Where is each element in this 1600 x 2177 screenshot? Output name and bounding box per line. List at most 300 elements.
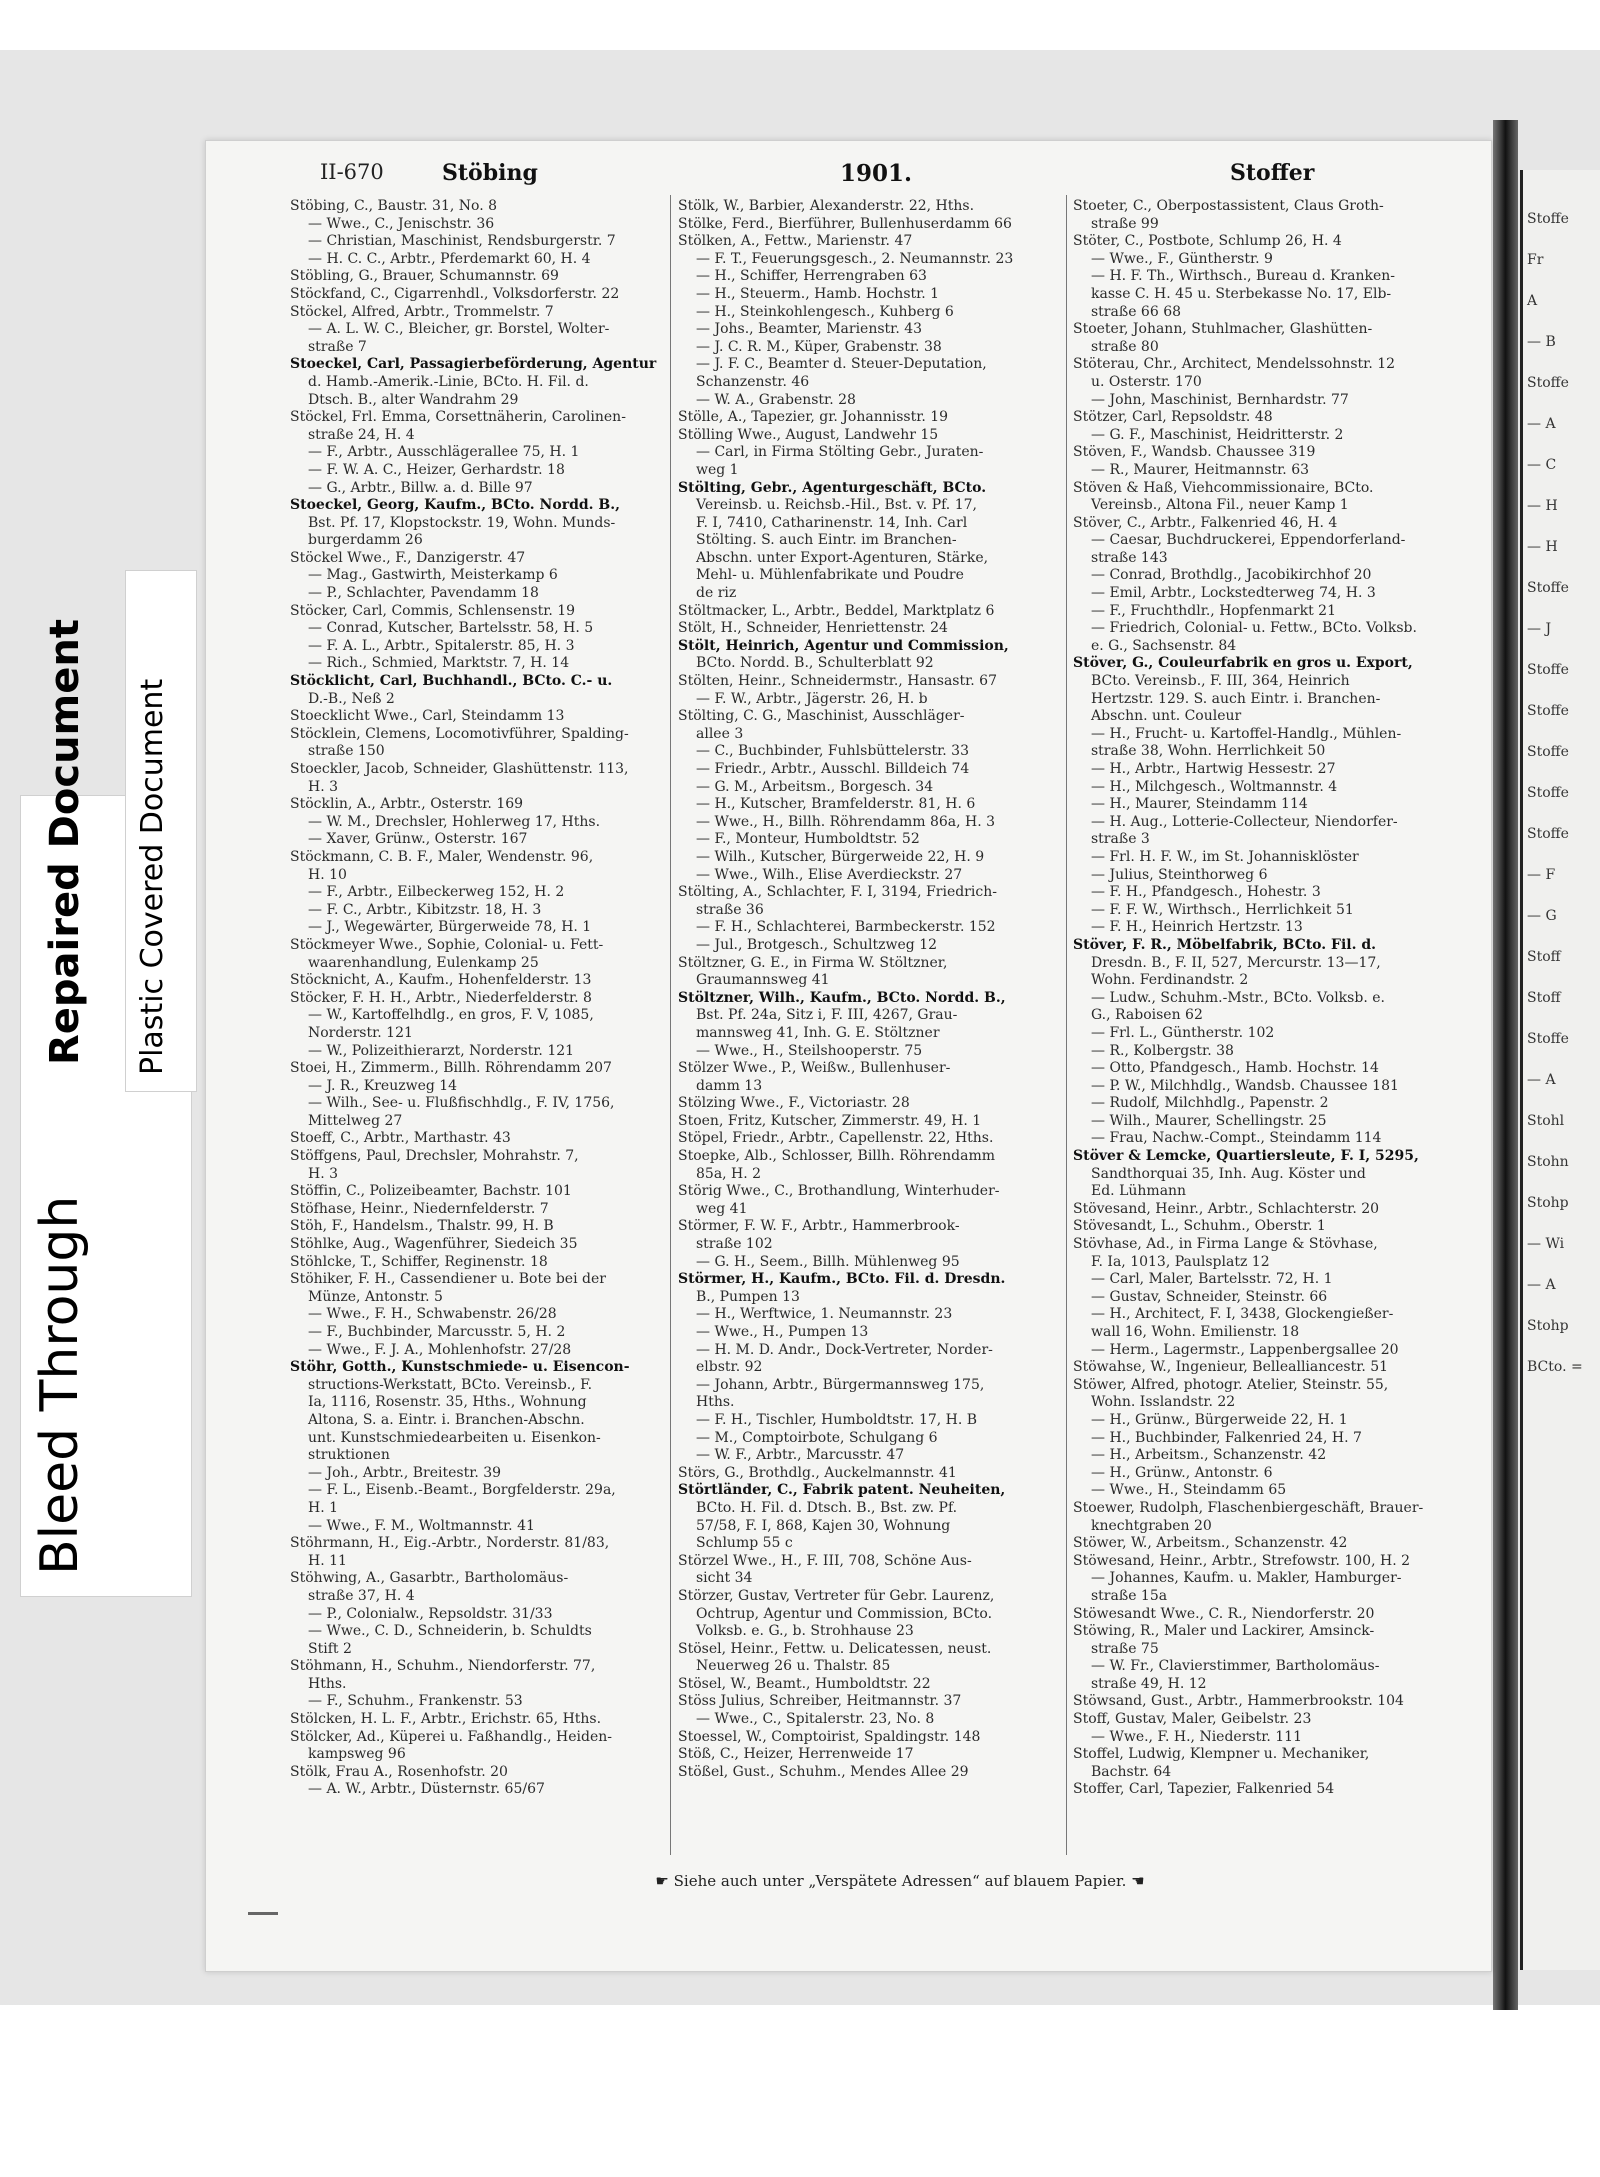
directory-entry: Stöhr, Gotth., Kunstschmiede- u. Eisencon- — [290, 1359, 630, 1376]
directory-entry: damm 13 — [696, 1077, 763, 1094]
directory-column-2 — [678, 198, 1063, 1848]
directory-entry: Stöterau, Chr., Architect, Mendelssohnstr. 12 — [1073, 356, 1396, 373]
facing-page-text: Stoffe — [1527, 703, 1569, 719]
directory-entry: Ochtrup, Agentur und Commission, BCto. — [696, 1605, 993, 1622]
directory-entry: Mittelweg 27 — [308, 1112, 403, 1129]
directory-entry: Stölzing Wwe., F., Victoriastr. 28 — [678, 1095, 910, 1112]
page-number: II-670 — [320, 160, 384, 184]
directory-entry: BCto. Nordd. B., Schulterblatt 92 — [696, 655, 934, 672]
directory-entry: Stöcklein, Clemens, Locomotivführer, Spalding- — [290, 725, 629, 742]
directory-entry: Störtländer, C., Fabrik patent. Neuheiten, — [678, 1482, 1006, 1499]
directory-entry: Stölt, H., Schneider, Henriettenstr. 24 — [678, 620, 948, 637]
facing-page-text: BCto. = — [1527, 1359, 1583, 1375]
directory-entry: Stölke, Ferd., Bierführer, Bullenhuserdamm 66 — [678, 215, 1012, 232]
directory-entry: — H., Steuerm., Hamb. Hochstr. 1 — [696, 285, 940, 302]
directory-entry: — R., Maurer, Heitmannstr. 63 — [1091, 461, 1310, 478]
directory-entry: Stöhiker, F. H., Cassendiener u. Bote bei der — [290, 1271, 606, 1288]
directory-entry: — W., Kartoffelhdlg., en gros, F. V, 1085, — [308, 1007, 594, 1024]
directory-entry: Stöffgens, Paul, Drechsler, Mohrahstr. 7, — [290, 1148, 579, 1165]
directory-entry: — M., Comptoirbote, Schulgang 6 — [696, 1429, 938, 1446]
directory-entry: Stöhlke, Aug., Wagenführer, Siedeich 35 — [290, 1236, 578, 1253]
directory-entry: Bst. Pf. 24a, Sitz i, F. III, 4267, Grau- — [696, 1007, 958, 1024]
directory-entry: Mehl- u. Mühlenfabrikate und Poudre — [696, 567, 964, 584]
directory-entry: Wohn. Ferdinandstr. 2 — [1091, 972, 1249, 989]
directory-entry: Stöwsand, Gust., Arbtr., Hammerbrookstr. 104 — [1073, 1693, 1404, 1710]
directory-entry: Stölting, Gebr., Agenturgeschäft, BCto. — [678, 479, 987, 496]
directory-entry: — Wilh., Kutscher, Bürgerweide 22, H. 9 — [696, 848, 985, 865]
directory-entry: Stoecklicht Wwe., Carl, Steindamm 13 — [290, 708, 565, 725]
directory-entry: Stöss Julius, Schreiber, Heitmannstr. 37 — [678, 1693, 962, 1710]
directory-entry: Stöffin, C., Polizeibeamter, Bachstr. 101 — [290, 1183, 572, 1200]
directory-entry: BCto. H. Fil. d. Dtsch. B., Bst. zw. Pf. — [696, 1499, 958, 1516]
directory-entry: Stötzer, Carl, Repsoldstr. 48 — [1073, 409, 1273, 426]
directory-entry: Stöckel, Frl. Emma, Corsettnäherin, Carolinen- — [290, 409, 626, 426]
directory-entry: — P. W., Milchhdlg., Wandsb. Chaussee 181 — [1091, 1077, 1399, 1094]
directory-entry: — Wwe., H., Pumpen 13 — [696, 1324, 869, 1340]
directory-entry: — P., Schlachter, Pavendamm 18 — [308, 585, 539, 602]
facing-page-text: Stoffe — [1527, 1031, 1569, 1047]
directory-entry: — John, Maschinist, Bernhardstr. 77 — [1091, 391, 1349, 408]
directory-entry: — H., Kutscher, Bramfelderstr. 81, H. 6 — [696, 796, 976, 813]
directory-entry: Hths. — [696, 1394, 735, 1411]
facing-page-fragment — [1520, 170, 1600, 1970]
directory-entry: — F. H., Heinrich Hertzstr. 13 — [1091, 919, 1303, 936]
directory-entry: Stift 2 — [308, 1640, 352, 1657]
directory-entry: Stöckfand, C., Cigarrenhdl., Volksdorferstr. 22 — [290, 285, 620, 302]
directory-entry: Stößel, Gust., Schuhm., Mendes Allee 29 — [678, 1763, 969, 1780]
directory-entry: Stövesandt, L., Schuhm., Oberstr. 1 — [1073, 1218, 1326, 1235]
facing-page-text: Stoffe — [1527, 826, 1569, 842]
directory-entry: Abschn. unter Export-Agenturen, Stärke, — [696, 549, 989, 566]
directory-entry: H. 10 — [308, 866, 347, 883]
directory-entry: Stoeter, C., Oberpostassistent, Claus Groth- — [1073, 198, 1384, 214]
directory-entry: Stöven, F., Wandsb. Chaussee 319 — [1073, 444, 1316, 461]
directory-entry: B., Pumpen 13 — [696, 1288, 800, 1305]
directory-entry: — Johannes, Kaufm. u. Makler, Hamburger- — [1091, 1570, 1402, 1587]
directory-entry: — W., Polizeithierarzt, Norderstr. 121 — [308, 1042, 575, 1059]
directory-entry: Stölle, A., Tapezier, gr. Johannisstr. 19 — [678, 409, 949, 426]
directory-entry: H. 1 — [308, 1499, 339, 1516]
directory-entry: Stöhrmann, H., Eig.-Arbtr., Norderstr. 81/83, — [290, 1535, 610, 1552]
directory-entry: Stöhwing, A., Gasarbtr., Bartholomäus- — [290, 1570, 569, 1587]
directory-entry: Stölcker, Ad., Küperei u. Faßhandlg., Heiden- — [290, 1728, 613, 1745]
directory-entry: — G. F., Maschinist, Heidritterstr. 2 — [1091, 426, 1344, 443]
directory-entry: — Frl. L., Güntherstr. 102 — [1091, 1024, 1275, 1041]
directory-entry: wall 16, Wohn. Emilienstr. 18 — [1091, 1324, 1300, 1340]
directory-entry: — H., Arbtr., Hartwig Hessestr. 27 — [1091, 761, 1336, 777]
directory-entry: Hths. — [308, 1675, 347, 1692]
directory-entry: — H., Arbeitsm., Schanzenstr. 42 — [1091, 1447, 1327, 1464]
directory-entry: — H., Milchgesch., Woltmannstr. 4 — [1091, 778, 1338, 795]
facing-page-text: Stohp — [1527, 1195, 1569, 1211]
directory-entry: Stoen, Fritz, Kutscher, Zimmerstr. 49, H. 1 — [678, 1112, 982, 1129]
directory-entry: — Wwe., C., Jenischstr. 36 — [308, 215, 495, 232]
directory-entry: — Ludw., Schuhm.-Mstr., BCto. Volksb. e. — [1091, 989, 1385, 1006]
directory-entry: struktionen — [308, 1447, 390, 1464]
directory-entry: Stölting. S. auch Eintr. im Branchen- — [696, 532, 957, 549]
facing-page-text: — F — [1527, 867, 1556, 883]
facing-page-text: — H — [1527, 539, 1558, 555]
directory-entry: — H., Frucht- u. Kartoffel-Handlg., Mühlen- — [1091, 725, 1402, 742]
directory-entry: Stölk, Frau A., Rosenhofstr. 20 — [290, 1763, 508, 1780]
directory-entry: Stölting, C. G., Maschinist, Ausschläger- — [678, 708, 965, 725]
directory-entry: Stöltmacker, L., Arbtr., Beddel, Marktplatz 6 — [678, 602, 995, 619]
facing-page-text: — J — [1527, 621, 1552, 637]
directory-entry: — Emil, Arbtr., Lockstedterweg 74, H. 3 — [1091, 585, 1376, 602]
directory-entry: Stöltzner, G. E., in Firma W. Stöltzner, — [678, 954, 948, 971]
directory-entry: — Wwe., F. J. A., Mohlenhofstr. 27/28 — [308, 1341, 572, 1358]
directory-entry: Stösel, W., Beamt., Humboldtstr. 22 — [678, 1675, 931, 1692]
directory-entry: — R., Kolbergstr. 38 — [1091, 1042, 1234, 1059]
facing-page-text: Stoffe — [1527, 785, 1569, 801]
directory-entry: Stoff, Gustav, Maler, Geibelstr. 23 — [1073, 1711, 1312, 1728]
directory-entry: — Wwe., F. H., Schwabenstr. 26/28 — [308, 1306, 557, 1323]
directory-entry: 85a, H. 2 — [696, 1165, 762, 1182]
directory-entry: Stöwer, Alfred, photogr. Atelier, Steinstr. 55, — [1073, 1376, 1389, 1393]
directory-entry: 57/58, F. I, 868, Kajen 30, Wohnung — [696, 1517, 951, 1534]
facing-page-text: Stoffe — [1527, 662, 1569, 678]
directory-entry: — A. W., Arbtr., Düsternstr. 65/67 — [308, 1781, 545, 1798]
directory-entry: weg 41 — [696, 1200, 748, 1217]
directory-entry: — Julius, Steinthorweg 6 — [1091, 866, 1268, 883]
directory-entry: — W. A., Grabenstr. 28 — [696, 391, 856, 408]
facing-page-text: — Wi — [1527, 1236, 1565, 1252]
directory-entry: Bachstr. 64 — [1091, 1763, 1172, 1780]
directory-entry: — G. H., Seem., Billh. Mühlenweg 95 — [696, 1253, 960, 1270]
directory-entry: Stöckmann, C. B. F., Maler, Wendenstr. 96, — [290, 848, 594, 865]
directory-entry: H. 3 — [308, 778, 339, 795]
facing-page-text: Stohn — [1527, 1154, 1569, 1170]
directory-entry: — F. F. W., Wirthsch., Herrlichkeit 51 — [1091, 901, 1354, 918]
directory-entry: — A. L. W. C., Bleicher, gr. Borstel, Wolter- — [308, 321, 610, 338]
directory-entry: waarenhandlung, Eulenkamp 25 — [308, 954, 539, 971]
directory-entry: — F., Schuhm., Frankenstr. 53 — [308, 1693, 523, 1710]
column-divider — [670, 195, 671, 1855]
facing-page-text: Stoffe — [1527, 744, 1569, 760]
directory-entry: Graumannsweg 41 — [696, 972, 830, 989]
directory-entry: Störmer, H., Kaufm., BCto. Fil. d. Dresdn. — [678, 1271, 1006, 1288]
facing-page-text: — H — [1527, 498, 1558, 514]
directory-entry: — F., Monteur, Humboldtstr. 52 — [696, 831, 920, 848]
directory-entry: Störig Wwe., C., Brothandlung, Winterhuder- — [678, 1183, 1000, 1200]
directory-entry: — Carl, Maler, Bartelsstr. 72, H. 1 — [1091, 1271, 1333, 1288]
directory-entry: — H., Architect, F. I, 3438, Glockengießer- — [1091, 1306, 1394, 1323]
directory-entry: Dtsch. B., alter Wandrahm 29 — [308, 391, 519, 408]
directory-entry: Stöwesandt Wwe., C. R., Niendorferstr. 20 — [1073, 1605, 1375, 1622]
directory-entry: — Conrad, Brothdlg., Jacobikirchhof 20 — [1091, 567, 1372, 584]
directory-entry: — F. C., Arbtr., Kibitzstr. 18, H. 3 — [308, 901, 542, 918]
directory-entry: Stöcklin, A., Arbtr., Osterstr. 169 — [290, 796, 524, 813]
directory-entry: Stölt, Heinrich, Agentur und Commission, — [678, 637, 1009, 654]
directory-entry: — Rich., Schmied, Marktstr. 7, H. 14 — [308, 655, 570, 672]
directory-entry: straße 7 — [308, 338, 367, 355]
directory-entry: Stöbling, G., Brauer, Schumannstr. 69 — [290, 268, 559, 285]
page-footer-note: ☛ Siehe auch unter „Verspätete Adressen“ auf blauem Papier. ☚ — [655, 1872, 1145, 1890]
directory-entry: Stöver & Lemcke, Quartiersleute, F. I, 5295, — [1073, 1148, 1419, 1165]
directory-entry: structions-Werkstatt, BCto. Vereinsb., F. — [308, 1376, 593, 1393]
directory-entry: Stoeckel, Carl, Passagierbeförderung, Agentur — [290, 356, 657, 373]
book-gutter — [1493, 120, 1518, 2010]
directory-entry: Hertzstr. 129. S. auch Eintr. i. Branchen- — [1091, 690, 1381, 707]
directory-entry: Stölting, A., Schlachter, F. I, 3194, Friedrich- — [678, 884, 997, 901]
directory-entry: Stöhlcke, T., Schiffer, Reginenstr. 18 — [290, 1253, 548, 1270]
directory-entry: kampsweg 96 — [308, 1746, 406, 1763]
facing-page-text: Stohl — [1527, 1113, 1565, 1129]
directory-entry: straße 38, Wohn. Herrlichkeit 50 — [1091, 743, 1326, 760]
directory-entry: d. Hamb.-Amerik.-Linie, BCto. H. Fil. d. — [308, 373, 589, 390]
plastic-covered-document-label: Plastic Covered Document — [135, 678, 170, 1075]
directory-entry: — Friedrich, Colonial- u. Fettw., BCto. Volksb. — [1091, 620, 1417, 637]
directory-entry: Altona, S. a. Eintr. i. Branchen-Abschn. — [308, 1411, 585, 1428]
facing-page-text: Stoff — [1527, 990, 1561, 1006]
directory-entry: straße 3 — [1091, 831, 1150, 848]
directory-entry: — Wwe., C., Spitalerstr. 23, No. 8 — [696, 1711, 935, 1728]
directory-entry: Stöwing, R., Maler und Lackirer, Amsinck- — [1073, 1623, 1375, 1640]
directory-entry: — Xaver, Grünw., Osterstr. 167 — [308, 831, 528, 848]
directory-entry: — Wwe., C. D., Schneiderin, b. Schuldts — [308, 1623, 592, 1640]
directory-entry: Stöter, C., Postbote, Schlump 26, H. 4 — [1073, 233, 1342, 250]
directory-entry: Stoeckel, Georg, Kaufm., BCto. Nordd. B., — [290, 497, 620, 514]
directory-entry: — H., Maurer, Steindamm 114 — [1091, 796, 1308, 813]
directory-entry: Stöcker, F. H. H., Arbtr., Niederfelderstr. 8 — [290, 989, 592, 1006]
directory-entry: — F., Arbtr., Ausschlägerallee 75, H. 1 — [308, 444, 580, 461]
directory-entry: — Wwe., H., Steilshooperstr. 75 — [696, 1042, 923, 1059]
directory-entry: Stölcken, H. L. F., Arbtr., Erichstr. 65, Hths. — [290, 1711, 602, 1728]
facing-page-text: — G — [1527, 908, 1557, 924]
directory-entry: Bst. Pf. 17, Klopstockstr. 19, Wohn. Munds- — [308, 514, 616, 531]
directory-entry: — Frl. H. F. W., im St. Johannisklöster — [1091, 848, 1359, 865]
directory-entry: — Wwe., F. H., Niederstr. 111 — [1091, 1728, 1302, 1745]
directory-entry: — Otto, Pfandgesch., Hamb. Hochstr. 14 — [1091, 1060, 1379, 1077]
facing-page-text: Stoffe — [1527, 580, 1569, 596]
directory-entry: — J., Wegewärter, Bürgerweide 78, H. 1 — [308, 919, 592, 936]
directory-entry: straße 49, H. 12 — [1091, 1675, 1207, 1692]
directory-entry: — F., Buchbinder, Marcusstr. 5, H. 2 — [308, 1324, 566, 1340]
directory-entry: — H., Schiffer, Herrengraben 63 — [696, 268, 927, 285]
facing-page-text: Stoffe — [1527, 211, 1569, 227]
directory-entry: Stöfhase, Heinr., Niedernfelderstr. 7 — [290, 1200, 549, 1217]
directory-entry: e. G., Sachsenstr. 84 — [1091, 637, 1237, 654]
directory-entry: Störmer, F. W. F., Arbtr., Hammerbrook- — [678, 1218, 960, 1235]
directory-entry: Stöpel, Friedr., Arbtr., Capellenstr. 22, Hths. — [678, 1130, 994, 1147]
directory-entry: straße 36 — [696, 901, 764, 918]
directory-entry: Stöltzner, Wilh., Kaufm., BCto. Nordd. B., — [678, 989, 1006, 1006]
directory-entry: Stöbing, C., Baustr. 31, No. 8 — [290, 198, 497, 214]
directory-entry: u. Osterstr. 170 — [1091, 373, 1202, 390]
directory-entry: — W. Fr., Clavierstimmer, Bartholomäus- — [1091, 1658, 1380, 1675]
directory-entry: Münze, Antonstr. 5 — [308, 1288, 443, 1305]
directory-entry: — Joh., Arbtr., Breitestr. 39 — [308, 1464, 502, 1481]
directory-entry: Sandthorquai 35, Inh. Aug. Köster und — [1091, 1165, 1366, 1182]
directory-entry: Volksb. e. G., b. Strohhause 23 — [696, 1623, 914, 1640]
printer-mark — [248, 1912, 278, 1915]
directory-column-1 — [290, 198, 660, 1848]
directory-entry: — Frau, Nachw.-Compt., Steindamm 114 — [1091, 1130, 1382, 1147]
facing-page-text: Stoffe — [1527, 375, 1569, 391]
directory-entry: Störs, G., Brothdlg., Auckelmannstr. 41 — [678, 1464, 957, 1481]
directory-entry: straße 75 — [1091, 1640, 1159, 1657]
directory-entry: Stölten, Heinr., Schneidermstr., Hansastr. 67 — [678, 673, 997, 690]
directory-entry: — J. R., Kreuzweg 14 — [308, 1077, 458, 1094]
directory-entry: — Jul., Brotgesch., Schultzweg 12 — [696, 936, 938, 953]
directory-entry: straße 24, H. 4 — [308, 426, 415, 443]
directory-entry: — P., Colonialw., Repsoldstr. 31/33 — [308, 1605, 553, 1622]
directory-entry: Stoessel, W., Comptoirist, Spaldingstr. 148 — [678, 1728, 981, 1745]
directory-entry: kasse C. H. 45 u. Sterbekasse No. 17, Elb- — [1091, 285, 1392, 302]
facing-page-text: Stohp — [1527, 1318, 1569, 1334]
directory-entry: — W. M., Drechsler, Hohlerweg 17, Hths. — [308, 813, 601, 830]
left-catchword: Stöbing — [442, 160, 538, 186]
directory-entry: Norderstr. 121 — [308, 1024, 413, 1041]
directory-entry: — F., Fruchthdlr., Hopfenmarkt 21 — [1091, 602, 1336, 619]
directory-entry: — H. M. D. Andr., Dock-Vertreter, Norder- — [696, 1341, 993, 1358]
directory-entry: de riz — [696, 585, 737, 602]
directory-entry: — Christian, Maschinist, Rendsburgerstr. 7 — [308, 233, 616, 250]
facing-page-text: Fr — [1527, 252, 1544, 268]
directory-entry: Wohn. Isslandstr. 22 — [1091, 1394, 1236, 1411]
facing-page-text: — B — [1527, 334, 1556, 350]
directory-entry: Stöcklicht, Carl, Buchhandl., BCto. C.- u. — [290, 673, 613, 690]
directory-entry: — Wilh., Maurer, Schellingstr. 25 — [1091, 1112, 1327, 1129]
directory-entry: — Caesar, Buchdruckerei, Eppendorferland- — [1091, 532, 1406, 549]
directory-entry: — H. Aug., Lotterie-Collecteur, Niendorfer- — [1091, 813, 1398, 830]
directory-entry: Stöver, G., Couleurfabrik en gros u. Export, — [1073, 655, 1413, 672]
directory-entry: — F. W., Arbtr., Jägerstr. 26, H. b — [696, 690, 928, 707]
directory-entry: — F. L., Eisenb.-Beamt., Borgfelderstr. 29a, — [308, 1482, 616, 1499]
directory-entry: — Friedr., Arbtr., Ausschl. Billdeich 74 — [696, 761, 970, 777]
directory-entry: Stoffel, Ludwig, Klempner u. Mechaniker, — [1073, 1746, 1370, 1763]
directory-entry: — F. H., Schlachterei, Barmbeckerstr. 152 — [696, 919, 996, 936]
directory-entry: — Rudolf, Milchhdlg., Papenstr. 2 — [1091, 1095, 1329, 1112]
directory-entry: Stölling Wwe., August, Landwehr 15 — [678, 426, 939, 443]
directory-entry: straße 37, H. 4 — [308, 1587, 415, 1604]
directory-entry: Stösel, Heinr., Fettw. u. Delicatessen, neust. — [678, 1640, 992, 1657]
directory-entry: — Wwe., Wilh., Elise Averdieckstr. 27 — [696, 866, 963, 883]
directory-entry: Stöckel, Alfred, Arbtr., Trommelstr. 7 — [290, 303, 554, 320]
directory-entry: Schlump 55 c — [696, 1535, 793, 1552]
year-heading: 1901. — [840, 160, 913, 187]
directory-entry: straße 150 — [308, 743, 385, 760]
directory-entry: elbstr. 92 — [696, 1359, 763, 1376]
directory-entry: Stövesand, Heinr., Arbtr., Schlachterstr. 20 — [1073, 1200, 1380, 1217]
directory-entry: — H. F. Th., Wirthsch., Bureau d. Kranken- — [1091, 268, 1396, 285]
column-divider — [1066, 195, 1067, 1855]
directory-entry: — F. T., Feuerungsgesch., 2. Neumannstr. 23 — [696, 250, 1014, 267]
directory-entry: Stöckel Wwe., F., Danzigerstr. 47 — [290, 549, 526, 566]
directory-entry: Stoeckler, Jacob, Schneider, Glashüttenstr. 113, — [290, 761, 629, 777]
directory-entry: Stoeter, Johann, Stuhlmacher, Glashütten- — [1073, 321, 1373, 338]
directory-entry: straße 102 — [696, 1236, 773, 1253]
directory-entry: knechtgraben 20 — [1091, 1517, 1212, 1534]
directory-entry: — F. W. A. C., Heizer, Gerhardstr. 18 — [308, 461, 565, 478]
directory-entry: — H., Grünw., Bürgerweide 22, H. 1 — [1091, 1411, 1348, 1428]
directory-entry: Abschn. unt. Couleur — [1091, 708, 1242, 725]
directory-entry: — F., Arbtr., Eilbeckerweg 152, H. 2 — [308, 884, 565, 901]
directory-entry: — Mag., Gastwirth, Meisterkamp 6 — [308, 567, 558, 584]
directory-entry: sicht 34 — [696, 1570, 753, 1587]
directory-entry: weg 1 — [696, 461, 739, 478]
directory-entry: — F. H., Tischler, Humboldtstr. 17, H. B — [696, 1411, 978, 1428]
facing-page-text: — A — [1527, 1072, 1556, 1088]
directory-entry: — W. F., Arbtr., Marcusstr. 47 — [696, 1447, 905, 1464]
directory-entry: — Wwe., F., Güntherstr. 9 — [1091, 250, 1273, 267]
directory-entry: allee 3 — [696, 725, 744, 742]
directory-entry: D.-B., Neß 2 — [308, 690, 395, 707]
directory-entry: Stöß, C., Heizer, Herrenweide 17 — [678, 1746, 914, 1763]
directory-entry: Stoepke, Alb., Schlosser, Billh. Röhrendamm — [678, 1148, 996, 1165]
directory-entry: Ed. Lühmann — [1091, 1183, 1187, 1200]
directory-entry: straße 80 — [1091, 338, 1159, 355]
bleed-through-label: Bleed Through — [30, 1195, 90, 1575]
directory-entry: — Gustav, Schneider, Steinstr. 66 — [1091, 1288, 1328, 1305]
directory-entry: straße 15a — [1091, 1587, 1168, 1604]
directory-entry: Dresdn. B., F. II, 527, Mercurstr. 13—17, — [1091, 954, 1381, 971]
directory-entry: straße 143 — [1091, 549, 1168, 566]
directory-entry: Stöver, F. R., Möbelfabrik, BCto. Fil. d. — [1073, 936, 1377, 953]
directory-entry: H. 11 — [308, 1552, 347, 1569]
directory-entry: — G., Arbtr., Billw. a. d. Bille 97 — [308, 479, 533, 496]
directory-entry: — Conrad, Kutscher, Bartelsstr. 58, H. 5 — [308, 620, 594, 637]
directory-entry: Stöcker, Carl, Commis, Schlensenstr. 19 — [290, 602, 576, 619]
directory-entry: burgerdamm 26 — [308, 532, 423, 549]
directory-entry: Stoewer, Rudolph, Flaschenbiergeschäft, Brauer- — [1073, 1499, 1424, 1516]
directory-entry: — F. A. L., Arbtr., Spitalerstr. 85, H. 3 — [308, 637, 575, 654]
directory-entry: Stöh, F., Handelsm., Thalstr. 99, H. B — [290, 1218, 554, 1235]
directory-entry: — Johs., Beamter, Marienstr. 43 — [696, 321, 923, 338]
directory-entry: Stoffer, Carl, Tapezier, Falkenried 54 — [1073, 1781, 1335, 1798]
directory-entry: G., Raboisen 62 — [1091, 1007, 1203, 1024]
directory-entry: Vereinsb. u. Reichsb.-Hil., Bst. v. Pf. 17, — [696, 497, 977, 514]
directory-entry: — Wwe., F. M., Woltmannstr. 41 — [308, 1517, 535, 1534]
directory-entry: — H., Buchbinder, Falkenried 24, H. 7 — [1091, 1429, 1362, 1446]
directory-entry: Stöwer, W., Arbeitsm., Schanzenstr. 42 — [1073, 1535, 1348, 1552]
directory-entry: mannsweg 41, Inh. G. E. Stöltzner — [696, 1024, 940, 1041]
facing-page-text: A — [1527, 293, 1538, 309]
directory-entry: Stöwesand, Heinr., Arbtr., Strefowstr. 100, H. 2 — [1073, 1552, 1411, 1569]
directory-entry: Störzer, Gustav, Vertreter für Gebr. Laurenz, — [678, 1587, 995, 1604]
directory-entry: Stöcknicht, A., Kaufm., Hohenfelderstr. 13 — [290, 972, 592, 989]
directory-entry: Vereinsb., Altona Fil., neuer Kamp 1 — [1091, 497, 1349, 514]
directory-entry: Schanzenstr. 46 — [696, 373, 810, 390]
directory-entry: — Wwe., H., Billh. Röhrendamm 86a, H. 3 — [696, 813, 996, 830]
directory-entry: Stöckmeyer Wwe., Sophie, Colonial- u. Fett- — [290, 936, 604, 953]
directory-entry: — F. H., Pfandgesch., Hohestr. 3 — [1091, 884, 1321, 901]
directory-entry: Stöhmann, H., Schuhm., Niendorferstr. 77, — [290, 1658, 596, 1675]
directory-entry: — Carl, in Firma Stölting Gebr., Juraten- — [696, 444, 984, 461]
directory-entry: H. 3 — [308, 1165, 339, 1182]
directory-entry: — Wwe., H., Steindamm 65 — [1091, 1482, 1287, 1499]
directory-entry: Ia, 1116, Rosenstr. 35, Hths., Wohnung — [308, 1394, 587, 1411]
directory-entry: Stöven & Haß, Viehcommissionaire, BCto. — [1073, 479, 1374, 496]
directory-entry: — H., Steinkohlengesch., Kuhberg 6 — [696, 303, 954, 320]
directory-entry: — J. C. R. M., Küper, Grabenstr. 38 — [696, 338, 942, 355]
facing-page-text: Stoff — [1527, 949, 1561, 965]
facing-page-text: — C — [1527, 457, 1557, 473]
directory-entry: — G. M., Arbeitsm., Borgesch. 34 — [696, 778, 934, 795]
directory-entry: — J. F. C., Beamter d. Steuer-Deputation, — [696, 356, 987, 373]
directory-entry: straße 99 — [1091, 215, 1159, 232]
directory-entry: unt. Kunstschmiedearbeiten u. Eisenkon- — [308, 1429, 601, 1446]
right-catchword: Stoffer — [1230, 160, 1315, 186]
directory-entry: Stölk, W., Barbier, Alexanderstr. 22, Hths. — [678, 198, 975, 214]
directory-entry: F. Ia, 1013, Paulsplatz 12 — [1091, 1253, 1270, 1270]
directory-entry: Stoeff, C., Arbtr., Marthastr. 43 — [290, 1130, 511, 1147]
directory-entry: — H., Werftwice, 1. Neumannstr. 23 — [696, 1306, 953, 1323]
page-header — [320, 160, 1460, 190]
directory-entry: — Herm., Lagermstr., Lappenbergsallee 20 — [1091, 1341, 1399, 1358]
directory-entry: — Wilh., See- u. Flußfischhdlg., F. IV, 1756, — [308, 1095, 615, 1112]
facing-page-text: — A — [1527, 416, 1556, 432]
